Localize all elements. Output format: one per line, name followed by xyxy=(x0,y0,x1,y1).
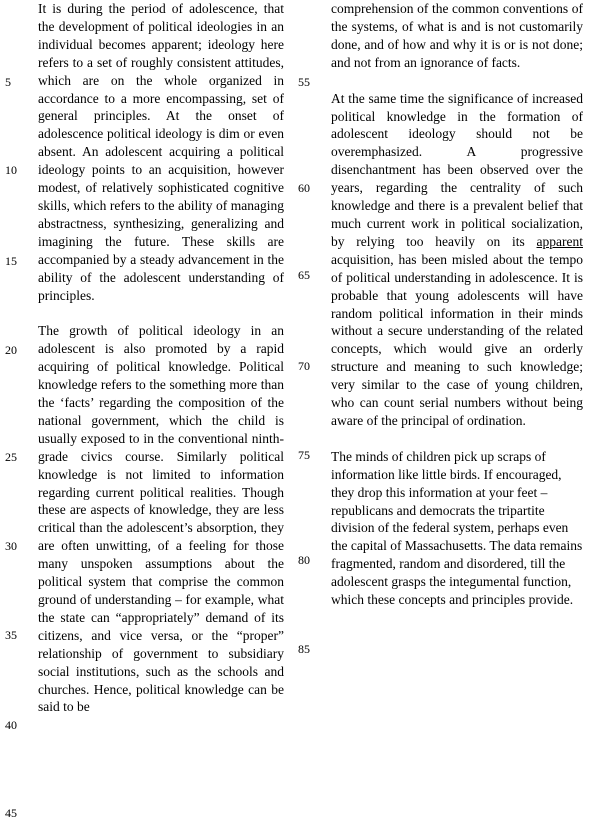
line-number-70: 70 xyxy=(298,359,310,373)
paragraph-little-birds: The minds of children pick up scraps of information like little birds. If encouraged, they drop this information at your feet – republicans and democrats the tripartite division of the federal system, perhaps even the capital of Massachusetts. The data remains fragmented, random and disordered, till the adolescent grasps the integumental function, which these concepts and principles provide. xyxy=(331,448,583,608)
line-number-75: 75 xyxy=(298,448,310,462)
paragraph-significance-text-end: acquisition, has been misled about the tempo of political understanding in adolescence. It is probable that young adolescents will have random political information in their minds without a secure understanding of the related concepts, which would give an orderly structure and meaning to such knowledge; very similar to the case of young children, who can count serial numbers without being aware of the principal of ordination. xyxy=(331,251,583,428)
line-number-85: 85 xyxy=(298,642,310,656)
line-number-65: 65 xyxy=(298,268,310,282)
line-number-5: 5 xyxy=(5,75,11,89)
line-number-30: 30 xyxy=(5,539,17,553)
underlined-word-apparent: apparent xyxy=(536,233,583,249)
line-number-35: 35 xyxy=(5,628,17,642)
paragraph-significance-text-start: At the same time the significance of increased political knowledge in the formation of adolescent ideology should not be overemphasized. A progressive disenchantment has been observed over the years, regarding the centrality of such knowledge and there is a prevalent belief that much current work in political socialization, by relying too heavily on its xyxy=(331,90,583,249)
paragraph-comprehension: comprehension of the common conventions of the systems, of what is and is not customarily done, and of how and why it is or is not done; and not from an ignorance of facts. xyxy=(331,1,583,70)
paragraph-gap xyxy=(331,430,583,448)
line-number-25: 25 xyxy=(5,450,17,464)
line-number-45: 45 xyxy=(5,806,17,820)
line-number-80: 80 xyxy=(298,553,310,567)
line-number-40: 40 xyxy=(5,718,17,732)
line-number-55: 55 xyxy=(298,75,310,89)
paragraph-gap xyxy=(331,72,583,90)
line-number-15: 15 xyxy=(5,254,17,268)
paragraph-significance xyxy=(331,90,583,430)
paragraph-adolescence-ideology: It is during the period of adolescence, that the development of political ideologies in an individual becomes apparent; ideology here refers to a set of roughly consistent attitudes, which are on the whole organized in accordance to a more encompassing, set of general principles. At the onset of adolescence political ideology is dim or even absent. An adolescent acquiring a political ideology points to an acquisition, however modest, of relatively sophisticated cognitive skills, which refers to the ability of managing abstractness, synthesizing, generalizing and imagining the future. These skills are accompanied by a steady advancement in the ability of the adolescent understanding of principles. xyxy=(38,1,284,303)
line-number-20: 20 xyxy=(5,343,17,357)
line-number-60: 60 xyxy=(298,181,310,195)
paragraph-political-knowledge: The growth of political ideology in an adolescent is also promoted by a rapid acquiring of political knowledge. Political knowledge refers to the something more than the ‘facts’ regarding the composition of the national government, which the child is usually exposed to in the conventional ninth-grade civics course. Similarly political knowledge is not limited to information regarding current political realities. Though these are aspects of knowledge, they are less critical than the adolescent’s absorption, they are often unwitting, of a feeling for those many unspoken assumptions about the political system that comprise the common ground of understanding – for example, what the state can “appropriately” demand of its citizens, and vice versa, or the “proper” relationship of government to subsidiary social institutions, such as the schools and churches. Hence, political knowledge can be said to be xyxy=(38,323,284,715)
left-column xyxy=(38,0,284,716)
right-column xyxy=(331,0,583,609)
paragraph-gap xyxy=(38,304,284,322)
line-number-10: 10 xyxy=(5,163,17,177)
